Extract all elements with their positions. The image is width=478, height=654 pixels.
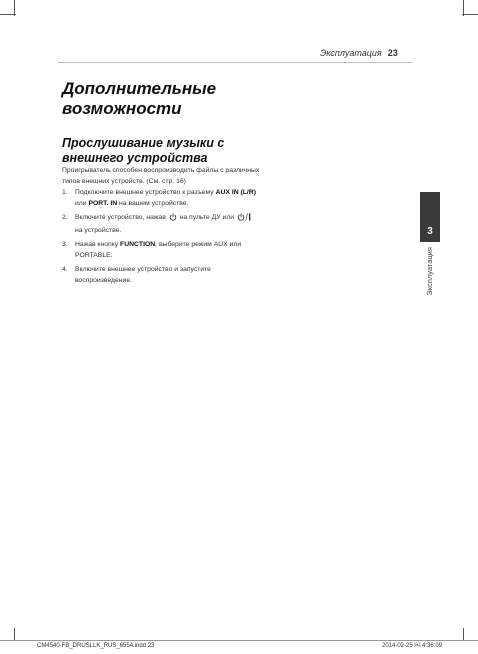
step-text: , выберите режим AUX или PORTABLE.: [75, 241, 242, 259]
footer-rule: [0, 640, 478, 641]
header-section: Эксплуатация: [320, 48, 382, 58]
step-text: на устройстве.: [75, 227, 122, 234]
step-number: 2.: [62, 214, 68, 221]
footer-timestamp: 2014-02-25 ￼ 4:36:09: [382, 643, 443, 649]
step-text: Нажав кнопку: [75, 241, 121, 248]
step-text: на вашем устройстве.: [117, 200, 189, 207]
step-number: 3.: [62, 241, 68, 248]
chapter-number: 3: [427, 226, 433, 237]
step-bold: FUNCTION: [120, 241, 156, 248]
step-text: на пульте ДУ или: [177, 214, 236, 221]
header-rule: [58, 62, 412, 63]
section-title: Прослушивание музыки с внешнего устройства: [62, 136, 225, 165]
step-text: Включите внешнее устройство и запустите воспроизведение.: [75, 266, 211, 284]
step-number: 4.: [62, 266, 68, 273]
crop-mark-top-left-h: [0, 14, 16, 15]
chapter-tab: [420, 192, 440, 242]
crop-mark-top-right-h: [462, 14, 478, 15]
step-item: [62, 212, 262, 236]
steps-list: [62, 187, 262, 289]
step-number: 1.: [62, 189, 68, 196]
crop-mark-bottom-right-v: [463, 628, 464, 640]
step-bold: PORT. IN: [88, 200, 118, 207]
intro-text: Проигрыватель способен воспроизводить файлы с различных типов внешних устройств. (См. стр. 16): [62, 167, 260, 185]
step-item: [62, 264, 262, 286]
step-item: [62, 187, 262, 209]
step-item: [62, 239, 262, 261]
step-text: или: [75, 200, 89, 207]
page-title: Дополнительные возможности: [62, 79, 217, 118]
power-icon: [169, 213, 177, 225]
header-page-number: 23: [387, 48, 398, 58]
page-header: [320, 48, 398, 58]
crop-mark-bottom-left-v: [14, 628, 15, 640]
chapter-side-label: Эксплуатация: [425, 247, 434, 296]
footer-file-info: CM4540-FB_DRUSLLK_RUS_6554.indd 23: [37, 643, 155, 649]
step-text: Подключите внешнее устройство к разъему: [75, 189, 216, 196]
step-text: Включите устройство, нажав: [75, 214, 168, 221]
power-pause-icon: [237, 213, 253, 225]
step-bold: AUX IN (L/R): [215, 189, 256, 196]
